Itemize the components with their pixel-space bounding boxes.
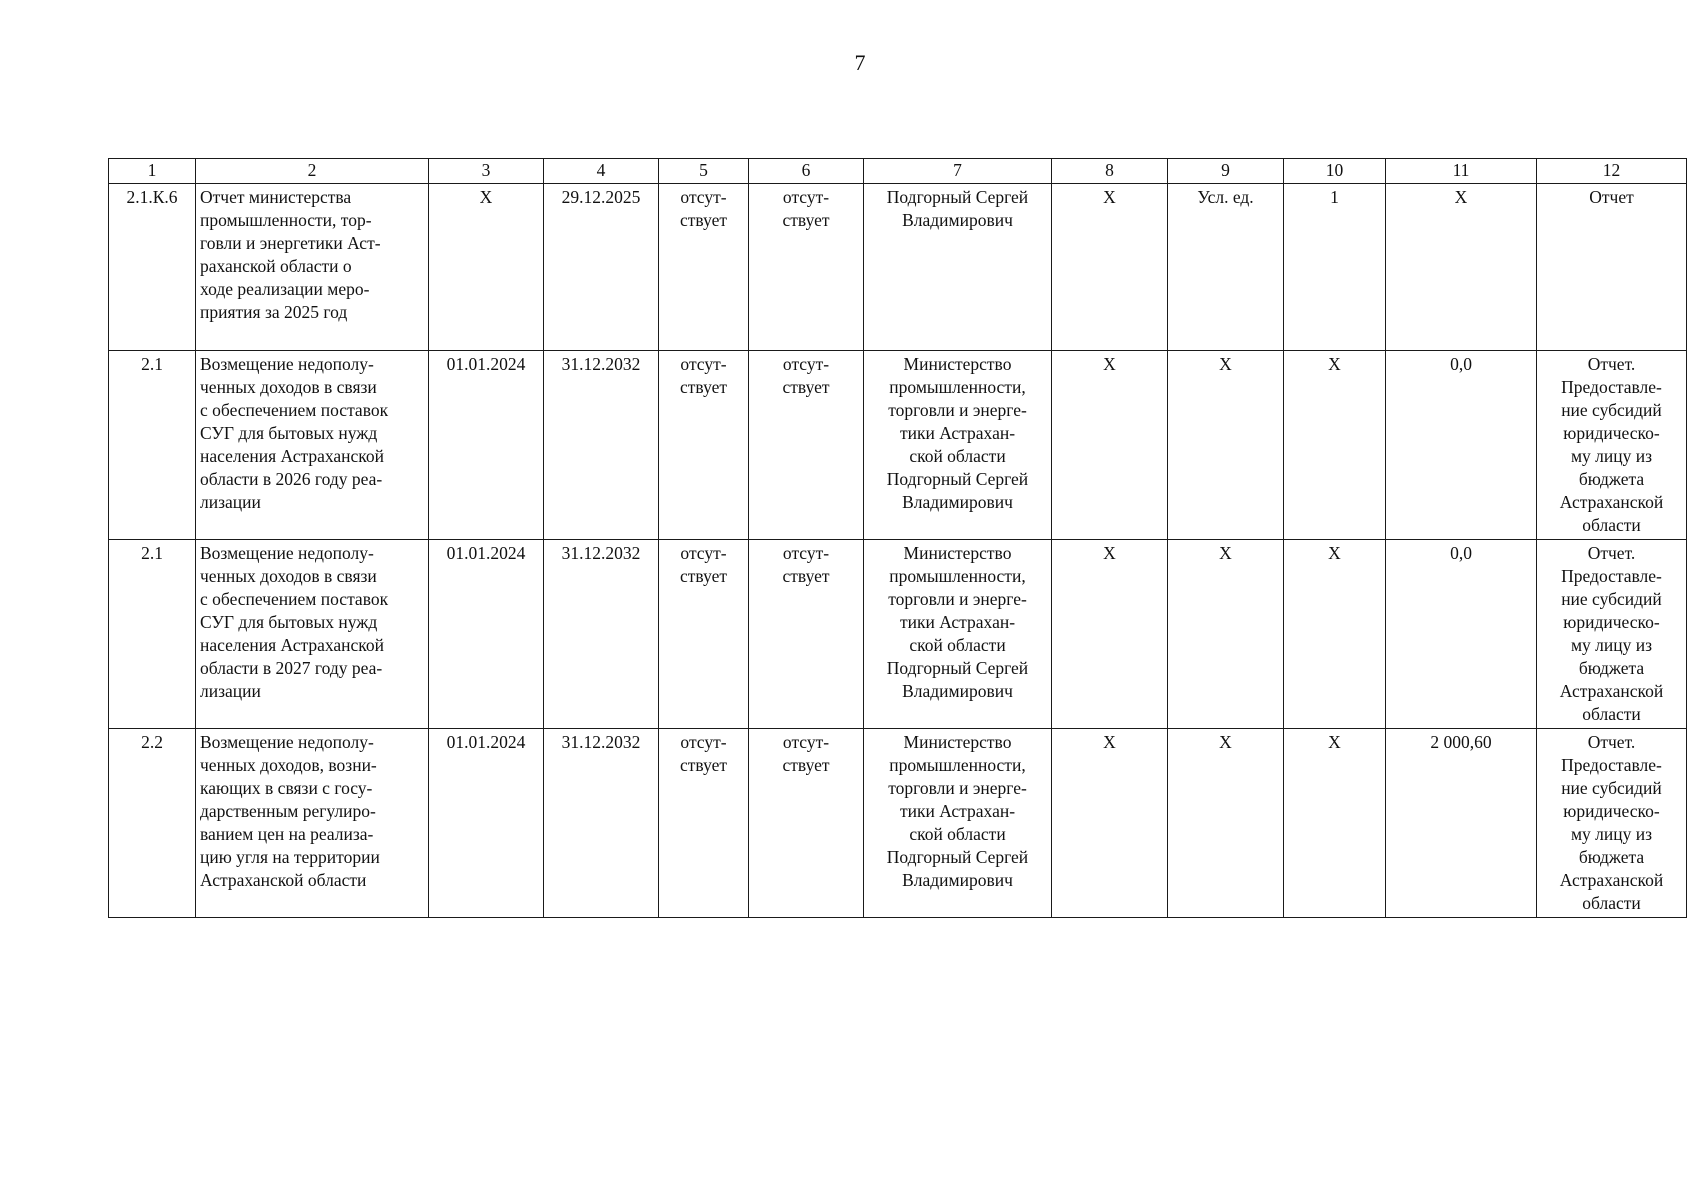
col-header-2: 2 bbox=[196, 159, 429, 184]
result-type: Отчет bbox=[1537, 184, 1687, 351]
cell-col10: Х bbox=[1284, 729, 1386, 918]
col-header-5: 5 bbox=[659, 159, 749, 184]
cell-col6: отсут- ствует bbox=[749, 540, 864, 729]
cell-col6: отсут- ствует bbox=[749, 729, 864, 918]
col-header-1: 1 bbox=[109, 159, 196, 184]
amount: 2 000,60 bbox=[1386, 729, 1537, 918]
col-header-12: 12 bbox=[1537, 159, 1687, 184]
col-header-7: 7 bbox=[864, 159, 1052, 184]
cell-col8: Х bbox=[1052, 184, 1168, 351]
cell-col8: Х bbox=[1052, 540, 1168, 729]
result-type: Отчет. Предоставле- ние субсидий юридическо- му лицу из бюджета Астраханской области bbox=[1537, 729, 1687, 918]
cell-col10: Х bbox=[1284, 540, 1386, 729]
responsible: Министерство промышленности, торговли и энерге- тики Астрахан- ской области Подгорный Сергей Владимирович bbox=[864, 540, 1052, 729]
row-number: 2.1 bbox=[109, 351, 196, 540]
col-header-8: 8 bbox=[1052, 159, 1168, 184]
col-header-3: 3 bbox=[429, 159, 544, 184]
page-number: 7 bbox=[854, 50, 866, 75]
result-type: Отчет. Предоставле- ние субсидий юридическо- му лицу из бюджета Астраханской области bbox=[1537, 540, 1687, 729]
row-number: 2.1.К.6 bbox=[109, 184, 196, 351]
cell-col5: отсут- ствует bbox=[659, 184, 749, 351]
event-name: Возмещение недополу- ченных доходов в связи с обеспечением поставок СУГ для бытовых нужд населения Астраханской области в 2027 году реа- лизации bbox=[196, 540, 429, 729]
col-header-4: 4 bbox=[544, 159, 659, 184]
cell-col5: отсут- ствует bbox=[659, 351, 749, 540]
responsible: Министерство промышленности, торговли и энерге- тики Астрахан- ской области Подгорный Сергей Владимирович bbox=[864, 729, 1052, 918]
cell-col8: Х bbox=[1052, 729, 1168, 918]
event-name: Возмещение недополу- ченных доходов в связи с обеспечением поставок СУГ для бытовых нужд населения Астраханской области в 2026 году реа- лизации bbox=[196, 351, 429, 540]
end-date: 31.12.2032 bbox=[544, 351, 659, 540]
end-date: 31.12.2032 bbox=[544, 540, 659, 729]
end-date: 31.12.2032 bbox=[544, 729, 659, 918]
table-row bbox=[109, 540, 1687, 729]
plan-table bbox=[108, 158, 1687, 918]
result-type: Отчет. Предоставле- ние субсидий юридическо- му лицу из бюджета Астраханской области bbox=[1537, 351, 1687, 540]
unit: Х bbox=[1168, 540, 1284, 729]
col-header-6: 6 bbox=[749, 159, 864, 184]
col-header-9: 9 bbox=[1168, 159, 1284, 184]
amount: 0,0 bbox=[1386, 540, 1537, 729]
unit: Х bbox=[1168, 729, 1284, 918]
cell-col10: Х bbox=[1284, 351, 1386, 540]
unit: Усл. ед. bbox=[1168, 184, 1284, 351]
cell-col8: Х bbox=[1052, 351, 1168, 540]
amount: 0,0 bbox=[1386, 351, 1537, 540]
col-header-11: 11 bbox=[1386, 159, 1537, 184]
event-name: Отчет министерства промышленности, тор- говли и энергетики Аст- раханской области о ходе реализации меро- приятия за 2025 год bbox=[196, 184, 429, 351]
end-date: 29.12.2025 bbox=[544, 184, 659, 351]
responsible: Министерство промышленности, торговли и энерге- тики Астрахан- ской области Подгорный Сергей Владимирович bbox=[864, 351, 1052, 540]
responsible: Подгорный Сергей Владимирович bbox=[864, 184, 1052, 351]
cell-col10: 1 bbox=[1284, 184, 1386, 351]
row-number: 2.1 bbox=[109, 540, 196, 729]
table-row bbox=[109, 184, 1687, 351]
cell-col5: отсут- ствует bbox=[659, 540, 749, 729]
cell-col6: отсут- ствует bbox=[749, 184, 864, 351]
table-row bbox=[109, 729, 1687, 918]
table-row bbox=[109, 351, 1687, 540]
cell-col5: отсут- ствует bbox=[659, 729, 749, 918]
unit: Х bbox=[1168, 351, 1284, 540]
start-date: 01.01.2024 bbox=[429, 351, 544, 540]
amount: Х bbox=[1386, 184, 1537, 351]
start-date: 01.01.2024 bbox=[429, 729, 544, 918]
col-header-10: 10 bbox=[1284, 159, 1386, 184]
header-row bbox=[109, 159, 1687, 184]
row-number: 2.2 bbox=[109, 729, 196, 918]
cell-col6: отсут- ствует bbox=[749, 351, 864, 540]
start-date: Х bbox=[429, 184, 544, 351]
start-date: 01.01.2024 bbox=[429, 540, 544, 729]
event-name: Возмещение недополу- ченных доходов, возни- кающих в связи с госу- дарственным регулиро- ванием цен на реализа- цию угля на территории Астраханской области bbox=[196, 729, 429, 918]
